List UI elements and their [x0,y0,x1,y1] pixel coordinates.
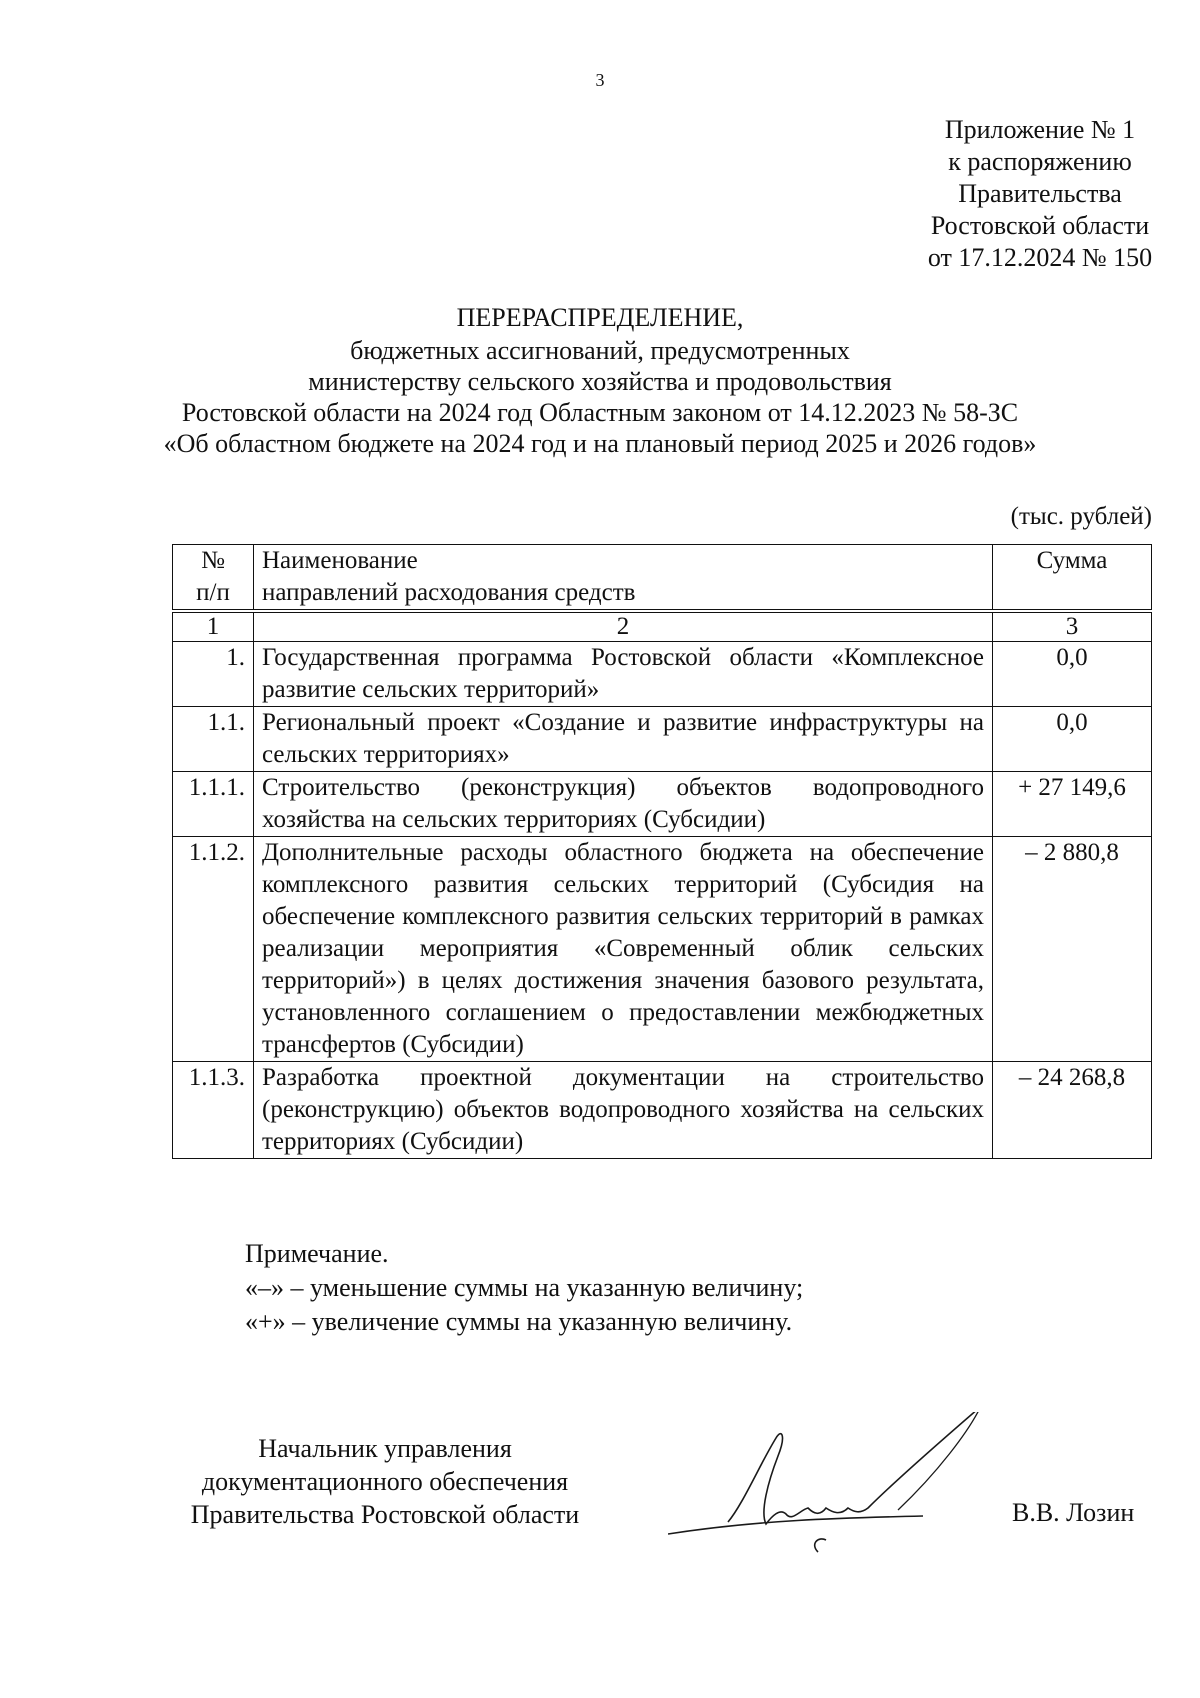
appendix-line: от 17.12.2024 № 150 [927,243,1153,272]
row-sum: 0,0 [993,642,1152,707]
header-name [254,545,993,612]
row-num: 1.1.2. [173,837,254,1062]
column-number: 2 [254,611,993,642]
document-title [0,302,1200,459]
row-sum: – 24 268,8 [993,1062,1152,1159]
row-name: Дополнительные расходы областного бюджета на обеспечение комплексного развития сельских территорий (Субсидия на обеспечение комплексного развития сельских территорий в рамках реализации мероприятия «Современный облик сельских территорий») в целях достижения значения базового результата, установленного соглашением о предоставлении межбюджетных трансфертов (Субсидии) [254,837,993,1062]
title-heading: ПЕРЕРАСПРЕДЕЛЕНИЕ, [456,303,744,332]
header-num-line2: п/п [196,579,230,606]
appendix-line: Приложение № 1 [944,115,1136,144]
appendix-line: Ростовской области [930,211,1150,240]
note-title: Примечание. [245,1239,389,1268]
row-name: Государственная программа Ростовской области «Комплексное развитие сельских территорий» [254,642,993,707]
header-name-line2: направлений расходования средств [262,579,636,606]
title-line: «Об областном бюджете на 2024 год и на плановый период 2025 и 2026 годов» [163,429,1037,458]
table-row [173,837,1152,1062]
budget-table [172,544,1152,1159]
row-sum: 0,0 [993,707,1152,772]
column-number-row [173,611,1152,642]
appendix-line: к распоряжению [948,147,1132,176]
signer-line: документационного обеспечения [201,1467,569,1496]
row-num: 1.1.3. [173,1062,254,1159]
note-block [245,1237,803,1339]
note-plus: «+» – увеличение суммы на указанную величину. [245,1307,793,1336]
appendix-line: Правительства [958,179,1122,208]
row-name: Разработка проектной документации на строительство (реконструкцию) объектов водопроводного хозяйства на сельских территориях (Субсидии) [254,1062,993,1159]
signer-name: В.В. Лозин [1012,1498,1135,1527]
table-row [173,707,1152,772]
table-header-row [173,545,1152,612]
table-row [173,1062,1152,1159]
column-number: 3 [993,611,1152,642]
row-num: 1.1. [173,707,254,772]
signer-line: Правительства Ростовской области [190,1500,580,1529]
header-num [173,545,254,612]
page-number: 3 [595,70,605,90]
handwritten-signature [668,1412,1028,1572]
table-row [173,772,1152,837]
header-num-line1: № [201,547,225,574]
title-line: министерству сельского хозяйства и продовольствия [308,367,892,396]
title-line: Ростовской области на 2024 год Областным законом от 14.12.2023 № 58-ЗС [181,398,1019,427]
row-name: Строительство (реконструкция) объектов водопроводного хозяйства на сельских территориях (Субсидии) [254,772,993,837]
row-num: 1.1.1. [173,772,254,837]
header-name-line1: Наименование [262,547,418,574]
table-row [173,642,1152,707]
row-sum: + 27 149,6 [993,772,1152,837]
signer-line: Начальник управления [258,1434,512,1463]
title-line: бюджетных ассигнований, предусмотренных [350,336,850,365]
signer-position [150,1432,620,1531]
header-sum: Сумма [993,545,1152,612]
row-name: Региональный проект «Создание и развитие инфраструктуры на сельских территориях» [254,707,993,772]
column-number: 1 [173,611,254,642]
appendix-block [850,114,1200,274]
note-minus: «–» – уменьшение суммы на указанную величину; [245,1273,804,1302]
units-label: (тыс. рублей) [1010,503,1152,530]
row-sum: – 2 880,8 [993,837,1152,1062]
row-num: 1. [173,642,254,707]
